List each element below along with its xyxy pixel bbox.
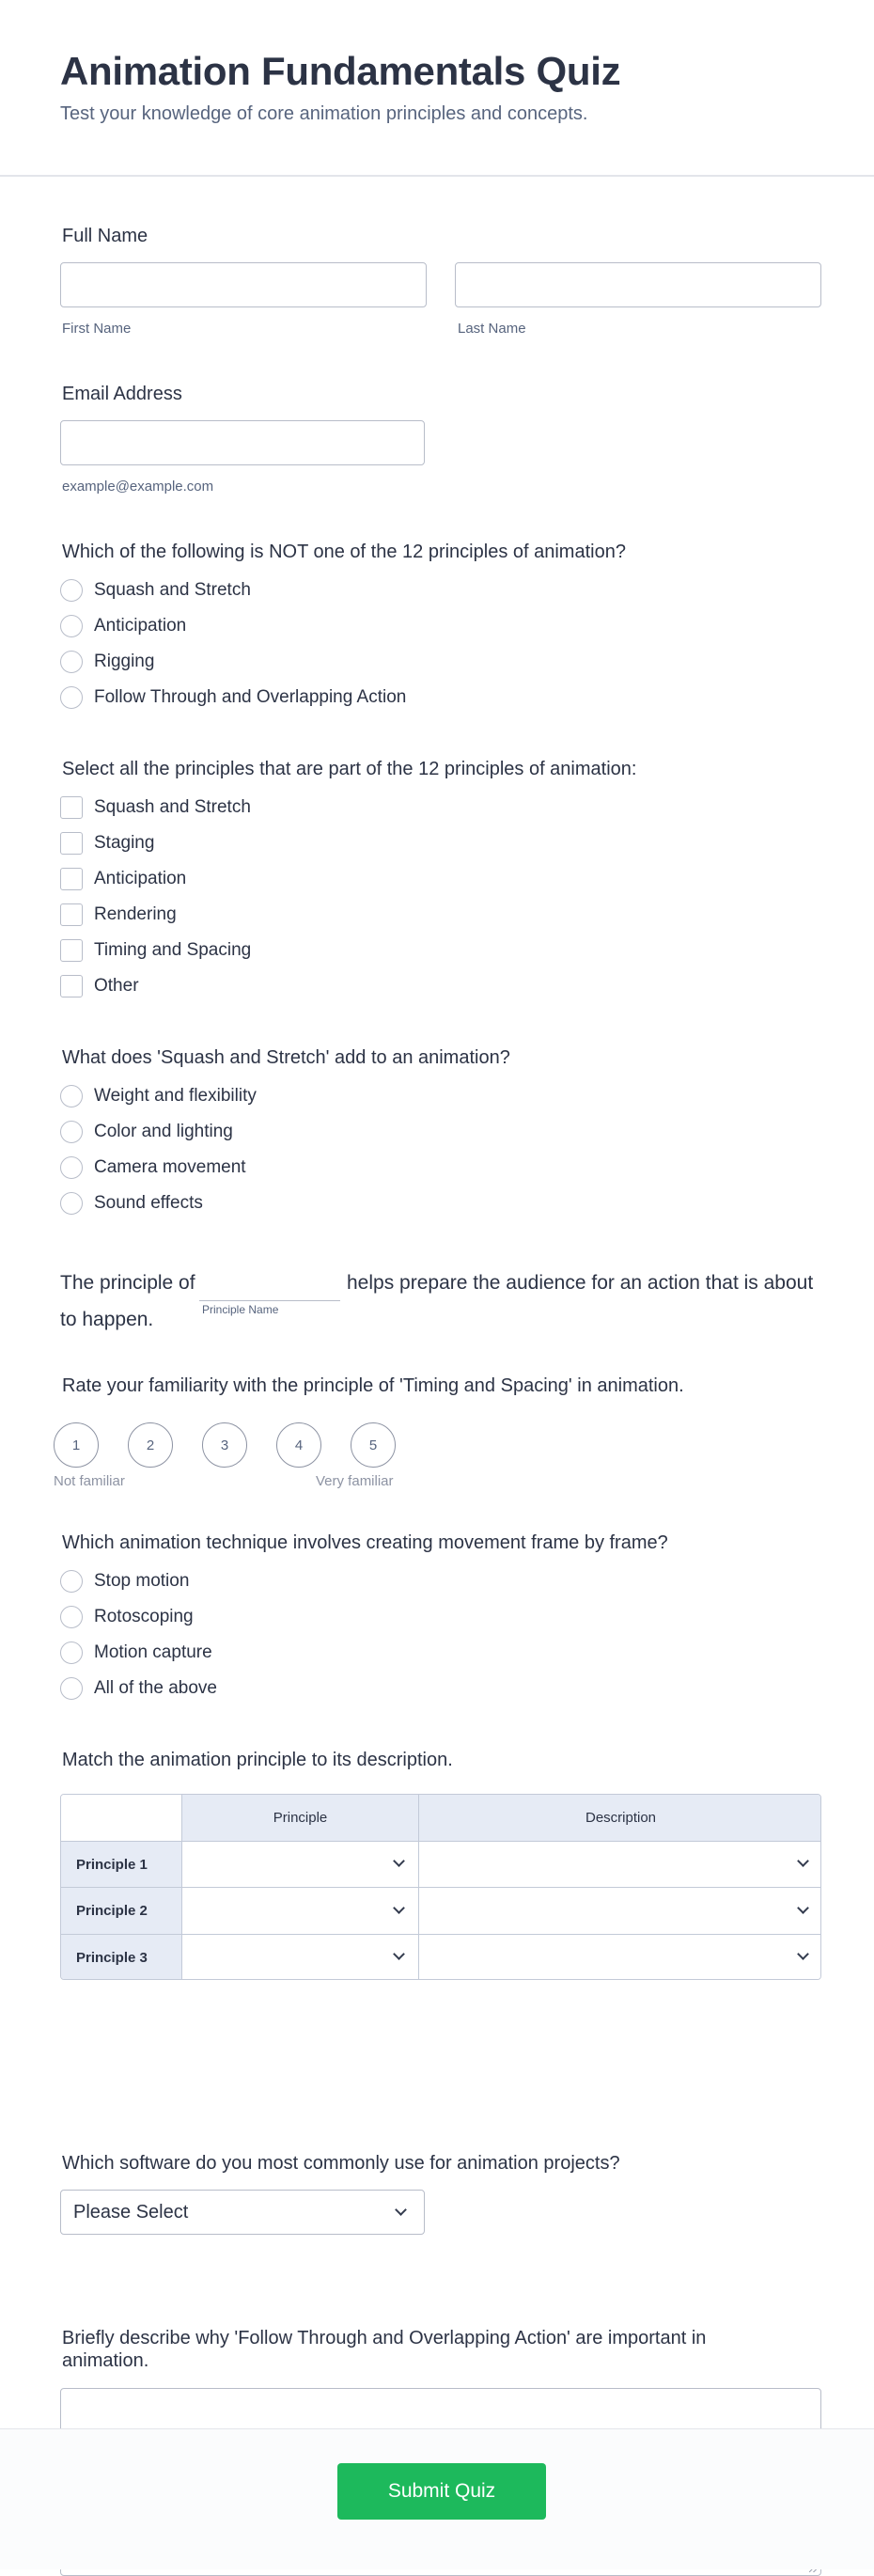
principle-name-sublabel: Principle Name xyxy=(202,1303,279,1316)
checkbox[interactable] xyxy=(60,903,83,926)
software-select[interactable] xyxy=(60,2190,425,2235)
checkbox-option-staging[interactable] xyxy=(60,830,154,856)
matrix-dropdown[interactable] xyxy=(182,1935,419,1980)
option-label: Anticipation xyxy=(94,616,187,636)
checkbox[interactable] xyxy=(60,796,83,819)
last-name-input[interactable] xyxy=(455,262,821,307)
checkbox-option-other[interactable] xyxy=(60,973,139,999)
radio-option-rigging[interactable] xyxy=(60,649,154,675)
matrix-col-header: Description xyxy=(419,1795,821,1842)
rating-option-5[interactable]: 5 xyxy=(351,1422,396,1468)
software-select-value: Please Select xyxy=(73,2201,189,2223)
option-label: Rigging xyxy=(94,652,155,671)
option-label: Staging xyxy=(94,833,155,853)
checkbox-option-squash-stretch[interactable] xyxy=(60,794,251,821)
chevron-down-icon xyxy=(797,1948,809,1960)
radio-button[interactable] xyxy=(60,1677,83,1700)
describe-label-line2: animation. xyxy=(62,2350,149,2371)
radio-option-weight[interactable] xyxy=(60,1083,257,1109)
option-label: Squash and Stretch xyxy=(94,580,251,600)
matrix-dropdown[interactable] xyxy=(419,1842,821,1888)
form-body xyxy=(0,177,874,2427)
last-name-sublabel: Last Name xyxy=(458,321,526,337)
radio-button[interactable] xyxy=(60,686,83,709)
option-label: Rendering xyxy=(94,904,177,924)
checkbox-option-rendering[interactable] xyxy=(60,902,177,928)
option-label: Anticipation xyxy=(94,869,187,888)
fill-blank-text-line2: to happen. xyxy=(60,1309,154,1330)
rating-label: Rate your familiarity with the principle of 'Timing and Spacing' in animation. xyxy=(62,1375,684,1396)
option-label: Follow Through and Overlapping Action xyxy=(94,687,407,707)
submit-button[interactable]: Submit Quiz xyxy=(337,2463,546,2520)
matrix-corner xyxy=(61,1795,182,1842)
radio-option-camera[interactable] xyxy=(60,1154,246,1181)
option-label: Squash and Stretch xyxy=(94,797,251,817)
rating-option-3[interactable]: 3 xyxy=(202,1422,247,1468)
email-label: Email Address xyxy=(62,384,182,404)
matrix-dropdown[interactable] xyxy=(182,1888,419,1935)
fill-blank-text-after: helps prepare the audience for an action that is about xyxy=(347,1272,814,1294)
chevron-down-icon xyxy=(797,1855,809,1867)
checkbox-option-anticipation[interactable] xyxy=(60,866,186,892)
checkbox[interactable] xyxy=(60,939,83,962)
radio-option-motion-capture[interactable] xyxy=(60,1640,212,1666)
rating-low-caption: Not familiar xyxy=(54,1473,125,1489)
rating-high-caption: Very familiar xyxy=(316,1473,394,1489)
radio-button[interactable] xyxy=(60,1606,83,1628)
matrix-col-header: Principle xyxy=(182,1795,419,1842)
matching-matrix xyxy=(60,1794,821,1980)
option-label: Sound effects xyxy=(94,1193,203,1213)
radio-option-all[interactable] xyxy=(60,1675,217,1702)
option-label: Stop motion xyxy=(94,1571,190,1591)
email-field[interactable] xyxy=(60,420,425,465)
matrix-dropdown[interactable] xyxy=(182,1842,419,1888)
chevron-down-icon xyxy=(797,1902,809,1914)
full-name-label: Full Name xyxy=(62,226,148,246)
form-header xyxy=(0,0,874,177)
principle-name-input[interactable] xyxy=(199,1299,340,1301)
q-squash-label: What does 'Squash and Stretch' add to an animation? xyxy=(62,1047,510,1068)
radio-option-rotoscoping[interactable] xyxy=(60,1604,194,1630)
matrix-row-header: Principle 2 xyxy=(61,1888,182,1935)
chevron-down-icon xyxy=(393,1948,405,1960)
radio-option-squash-stretch[interactable] xyxy=(60,577,251,604)
option-label: Weight and flexibility xyxy=(94,1086,257,1106)
checkbox[interactable] xyxy=(60,868,83,890)
option-label: All of the above xyxy=(94,1678,217,1698)
checkbox[interactable] xyxy=(60,975,83,997)
email-sublabel: example@example.com xyxy=(62,479,214,495)
radio-button[interactable] xyxy=(60,1085,83,1107)
page-subtitle: Test your knowledge of core animation principles and concepts. xyxy=(60,103,588,124)
radio-button[interactable] xyxy=(60,1192,83,1215)
option-label: Color and lighting xyxy=(94,1122,233,1141)
option-label: Timing and Spacing xyxy=(94,940,252,960)
radio-button[interactable] xyxy=(60,579,83,602)
chevron-down-icon xyxy=(393,1855,405,1867)
radio-option-sound[interactable] xyxy=(60,1190,203,1217)
describe-label-line1: Briefly describe why 'Follow Through and Overlapping Action' are important in xyxy=(62,2328,707,2348)
radio-option-anticipation[interactable] xyxy=(60,613,186,639)
q-select-principles-label: Select all the principles that are part of the 12 principles of animation: xyxy=(62,759,637,779)
q-technique-label: Which animation technique involves creating movement frame by frame? xyxy=(62,1532,668,1553)
option-label: Motion capture xyxy=(94,1642,212,1662)
matrix-row-header: Principle 1 xyxy=(61,1842,182,1888)
matrix-dropdown[interactable] xyxy=(419,1888,821,1935)
radio-button[interactable] xyxy=(60,1641,83,1664)
rating-option-4[interactable]: 4 xyxy=(276,1422,321,1468)
radio-option-stop-motion[interactable] xyxy=(60,1568,189,1594)
radio-button[interactable] xyxy=(60,651,83,673)
radio-button[interactable] xyxy=(60,1570,83,1593)
q-not-principle-label: Which of the following is NOT one of the 12 principles of animation? xyxy=(62,542,626,562)
radio-option-color[interactable] xyxy=(60,1119,233,1145)
radio-option-follow-through[interactable] xyxy=(60,684,406,711)
first-name-sublabel: First Name xyxy=(62,321,132,337)
option-label: Rotoscoping xyxy=(94,1607,194,1626)
rating-option-2[interactable]: 2 xyxy=(128,1422,173,1468)
radio-button[interactable] xyxy=(60,615,83,637)
chevron-down-icon xyxy=(395,2204,407,2216)
first-name-input[interactable] xyxy=(60,262,427,307)
fill-blank-text-before: The principle of xyxy=(60,1272,195,1294)
checkbox-option-timing-spacing[interactable] xyxy=(60,937,251,964)
checkbox[interactable] xyxy=(60,832,83,855)
page-title: Animation Fundamentals Quiz xyxy=(60,49,621,93)
form-footer xyxy=(0,2428,874,2569)
option-label: Other xyxy=(94,976,139,996)
radio-button[interactable] xyxy=(60,1121,83,1143)
matrix-dropdown[interactable] xyxy=(419,1935,821,1980)
matrix-label: Match the animation principle to its description. xyxy=(62,1750,453,1770)
chevron-down-icon xyxy=(393,1902,405,1914)
radio-button[interactable] xyxy=(60,1156,83,1179)
option-label: Camera movement xyxy=(94,1157,246,1177)
matrix-row-header: Principle 3 xyxy=(61,1935,182,1980)
software-label: Which software do you most commonly use for animation projects? xyxy=(62,2153,620,2174)
rating-option-1[interactable]: 1 xyxy=(54,1422,99,1468)
